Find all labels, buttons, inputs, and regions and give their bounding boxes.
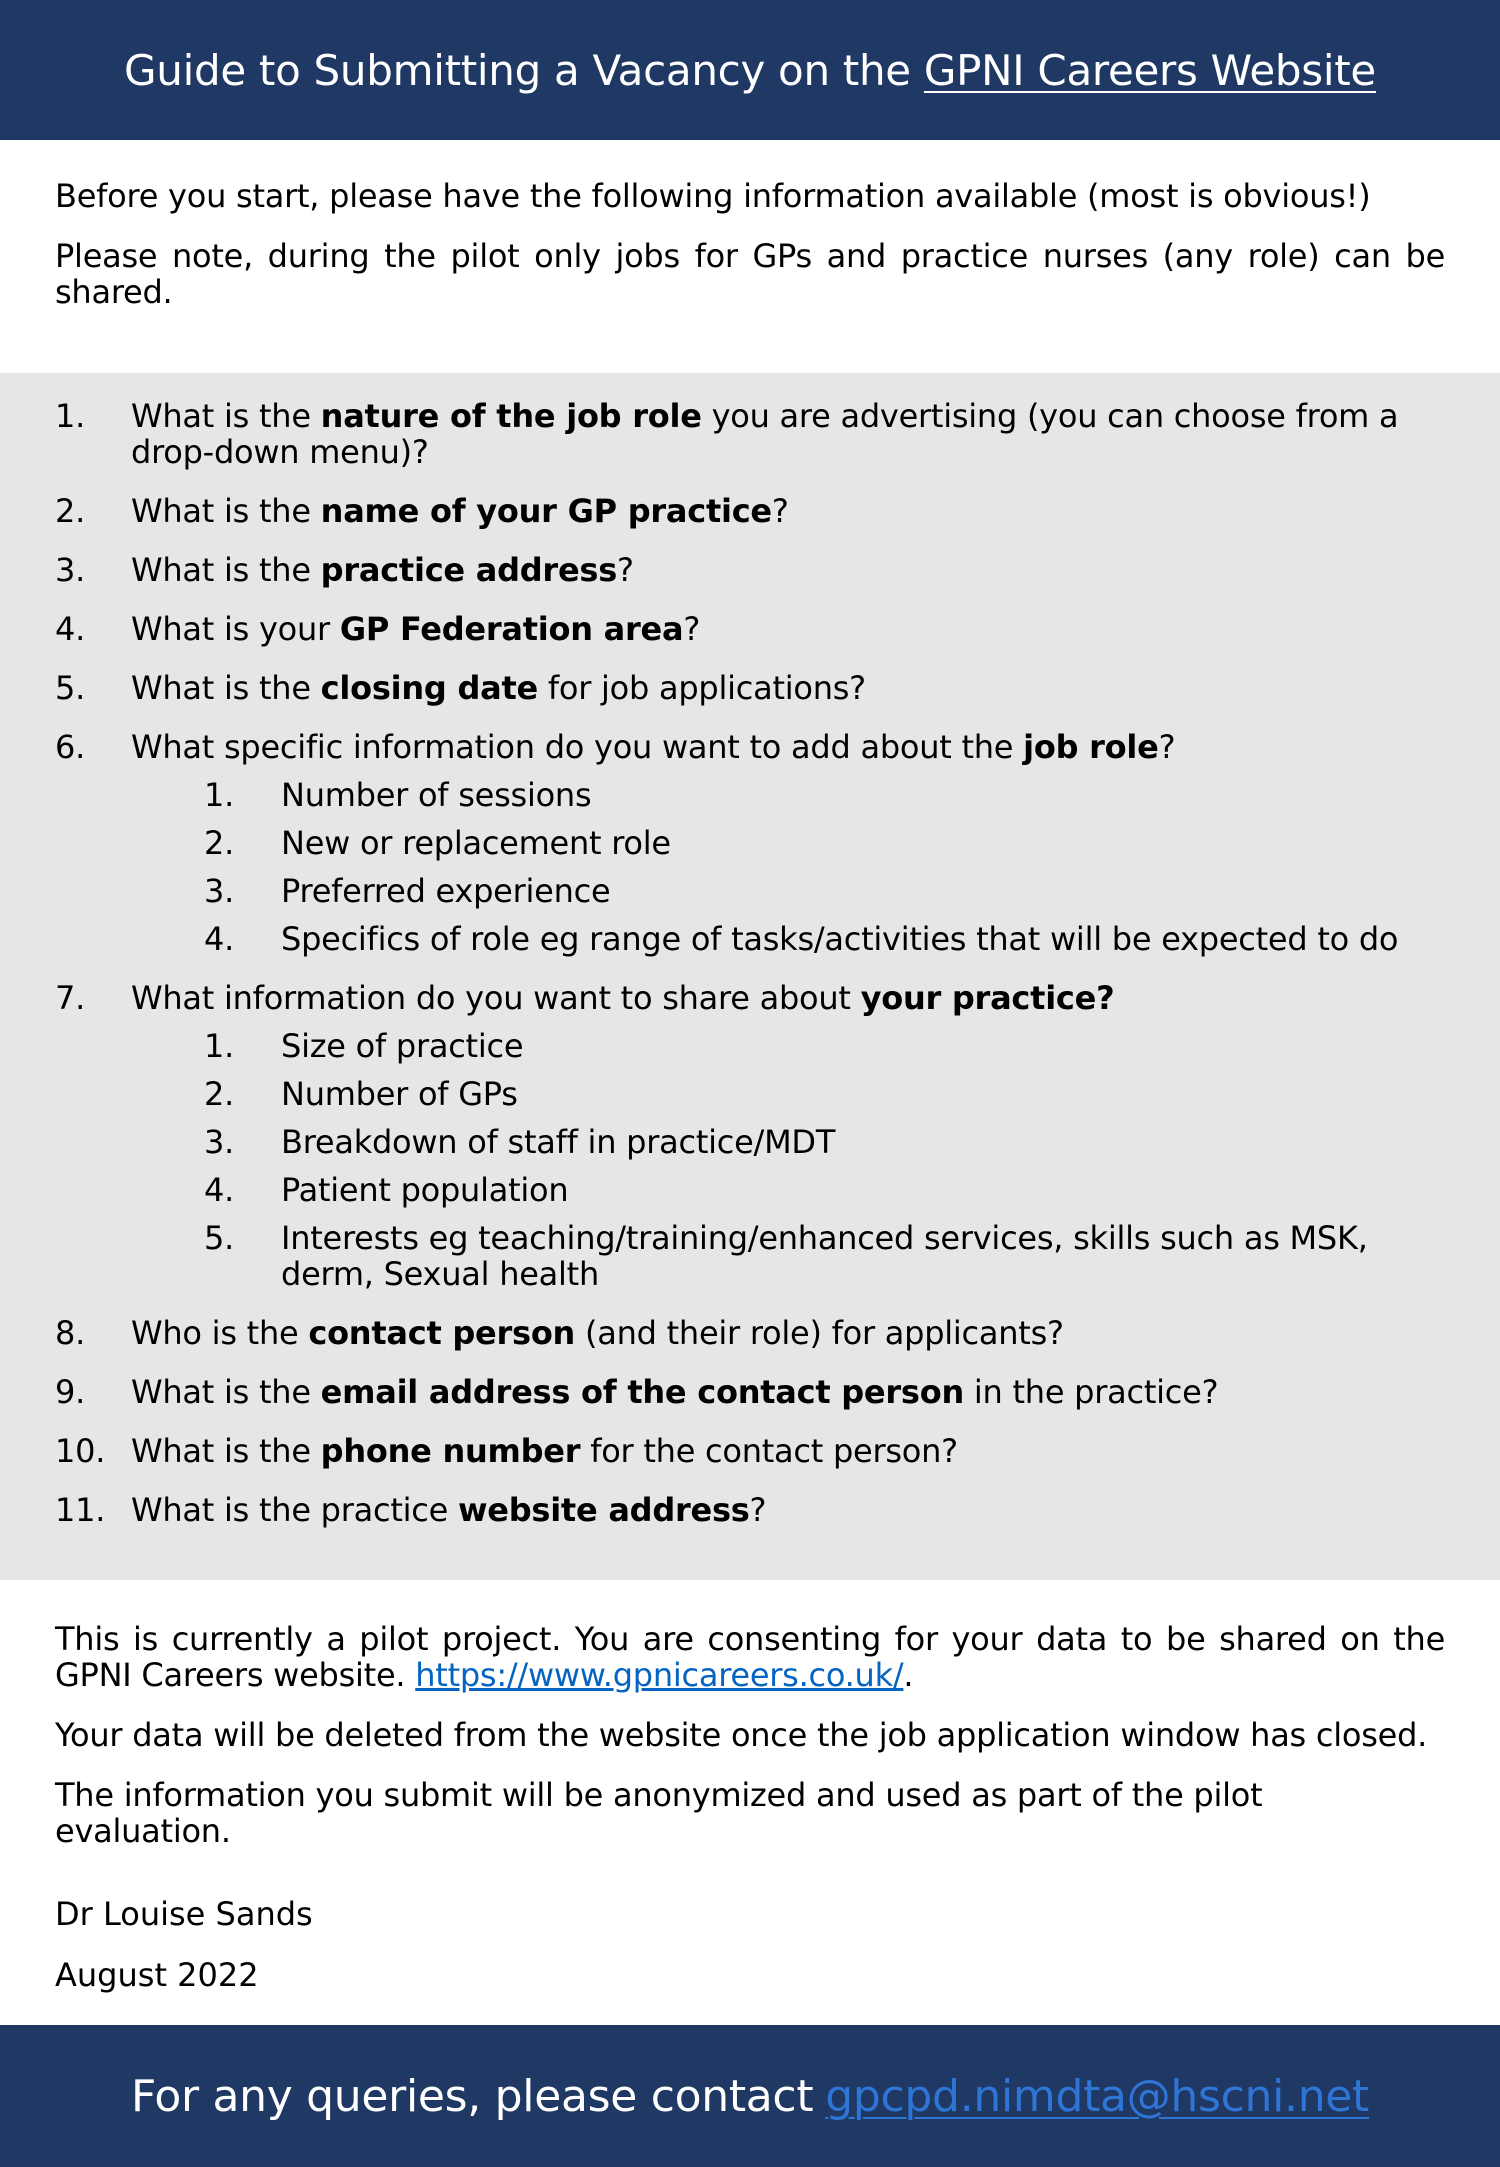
question-number: 5.: [55, 669, 86, 707]
contact-banner: [0, 2025, 1500, 2167]
question-number: 10.: [55, 1432, 106, 1470]
sublist-text: Breakdown of staff in practice/MDT: [281, 1123, 836, 1161]
question-number: 9.: [55, 1373, 86, 1411]
question-text-pre: What is the: [131, 1373, 311, 1411]
sublist-number: 3.: [204, 1123, 235, 1161]
question-text-post: ?: [683, 610, 701, 648]
question-text-post: ?: [1158, 728, 1176, 766]
document-date: August 2022: [55, 1956, 259, 1994]
question-number: 6.: [55, 728, 86, 766]
question-text-post: ?: [771, 492, 789, 530]
question-item: [55, 552, 1445, 588]
questions-list: [55, 398, 1445, 1551]
question-item: [55, 1374, 1445, 1410]
question-number: 1.: [55, 397, 86, 435]
question-text-bold: job role: [1023, 728, 1159, 766]
pilot-notice-end: .: [903, 1656, 914, 1694]
sublist-item: [131, 1172, 1445, 1208]
sublist-number: 4.: [204, 1171, 235, 1209]
question-text-post: ?: [749, 1491, 767, 1529]
sublist-number: 2.: [204, 1075, 235, 1113]
sublist-number: 5.: [204, 1219, 235, 1257]
page-title: [124, 46, 1376, 95]
question-number: 4.: [55, 610, 86, 648]
sublist-text: Patient population: [281, 1171, 569, 1209]
page-title-prefix: Guide to Submitting a Vacancy on the: [124, 45, 911, 95]
intro-section: [55, 178, 1445, 334]
question-item: [55, 398, 1445, 470]
question-text-post: you are advertising (you can choose from a drop-down menu)?: [131, 397, 1399, 471]
sublist-item: [131, 1028, 1445, 1064]
question-text-post: ?: [616, 551, 634, 589]
sublist-text: Preferred experience: [281, 872, 611, 910]
gpni-careers-website-link[interactable]: GPNI Careers Website: [923, 45, 1376, 95]
question-number: 2.: [55, 492, 86, 530]
question-text-bold: GP Federation area: [339, 610, 684, 648]
question-text-post: for the contact person?: [590, 1432, 958, 1470]
question-item: [55, 980, 1445, 1292]
question-text-bold: phone number: [320, 1432, 581, 1470]
contact-email-link[interactable]: gpcpd.nimdta@hscni.net: [825, 2070, 1370, 2122]
question-item: [55, 1492, 1445, 1528]
sublist-text: Number of sessions: [281, 776, 592, 814]
pilot-notice-text: This is currently a pilot project. You are consenting for your data to be shared on the GPNI Careers website.: [55, 1620, 1445, 1694]
question-text-bold: website address: [457, 1491, 750, 1529]
sublist-text: Size of practice: [281, 1027, 524, 1065]
question-item: [55, 729, 1445, 957]
question-item: [55, 1433, 1445, 1469]
question-item: [55, 1315, 1445, 1351]
sublist-number: 3.: [204, 872, 235, 910]
gpni-careers-url-link[interactable]: https://www.gpnicareers.co.uk/: [415, 1656, 904, 1694]
question-text-post: in the practice?: [973, 1373, 1219, 1411]
question-text-bold: contact person: [308, 1314, 576, 1352]
question-text-pre: What is the: [131, 551, 311, 589]
data-deletion-notice: Your data will be deleted from the website once the job application window has closed.: [55, 1716, 1428, 1754]
sublist-number: 2.: [204, 824, 235, 862]
sublist-item: [131, 1220, 1445, 1292]
header-banner: [0, 0, 1500, 140]
job-role-sublist: [131, 777, 1445, 957]
question-number: 3.: [55, 551, 86, 589]
sublist-item: [131, 873, 1445, 909]
question-text-bold: closing date: [320, 669, 538, 707]
question-text-pre: Who is the: [131, 1314, 299, 1352]
contact-text: For any queries, please contact: [130, 2070, 814, 2122]
question-text-pre: What specific information do you want to add about the: [131, 728, 1014, 766]
question-text-bold: name of your GP practice: [320, 492, 772, 530]
consent-section: [55, 1621, 1445, 1873]
practice-sublist: [131, 1028, 1445, 1292]
question-text-pre: What is the practice: [131, 1491, 449, 1529]
question-number: 7.: [55, 979, 86, 1017]
question-text-pre: What is the: [131, 669, 311, 707]
question-item: [55, 611, 1445, 647]
question-text-post: (and their role) for applicants?: [585, 1314, 1064, 1352]
pilot-notice: [55, 1621, 1445, 1693]
sublist-item: [131, 777, 1445, 813]
question-text-pre: What is your: [131, 610, 330, 648]
sublist-item: [131, 1124, 1445, 1160]
anonymization-notice: The information you submit will be anonymized and used as part of the pilot evaluation.: [55, 1776, 1263, 1850]
sublist-item: [131, 1076, 1445, 1112]
question-text-bold: email address of the contact person: [320, 1373, 964, 1411]
sublist-text: Number of GPs: [281, 1075, 518, 1113]
question-text-bold: your practice?: [860, 979, 1115, 1017]
question-number: 8.: [55, 1314, 86, 1352]
question-number: 11.: [55, 1491, 106, 1529]
signature-block: [55, 1896, 313, 2018]
sublist-text: Interests eg teaching/training/enhanced services, skills such as MSK, derm, Sexual health: [281, 1219, 1368, 1293]
sublist-number: 1.: [204, 1027, 235, 1065]
question-text-pre: What is the: [131, 1432, 311, 1470]
question-text-pre: What is the: [131, 492, 311, 530]
question-text-pre: What information do you want to share about: [131, 979, 851, 1017]
sublist-text: New or replacement role: [281, 824, 671, 862]
sublist-item: [131, 921, 1445, 957]
sublist-text: Specifics of role eg range of tasks/activities that will be expected to do: [281, 920, 1399, 958]
question-text-pre: What is the: [131, 397, 311, 435]
intro-line-1: Before you start, please have the following information available (most is obvious!): [55, 177, 1371, 215]
intro-line-2: Please note, during the pilot only jobs for GPs and practice nurses (any role) can be shared.: [55, 237, 1445, 311]
sublist-item: [131, 825, 1445, 861]
question-item: [55, 670, 1445, 706]
question-text-bold: practice address: [320, 551, 617, 589]
question-text-post: for job applications?: [547, 669, 866, 707]
question-text-bold: nature of the job role: [320, 397, 702, 435]
sublist-number: 1.: [204, 776, 235, 814]
question-item: [55, 493, 1445, 529]
author-name: Dr Louise Sands: [55, 1895, 313, 1933]
sublist-number: 4.: [204, 920, 235, 958]
